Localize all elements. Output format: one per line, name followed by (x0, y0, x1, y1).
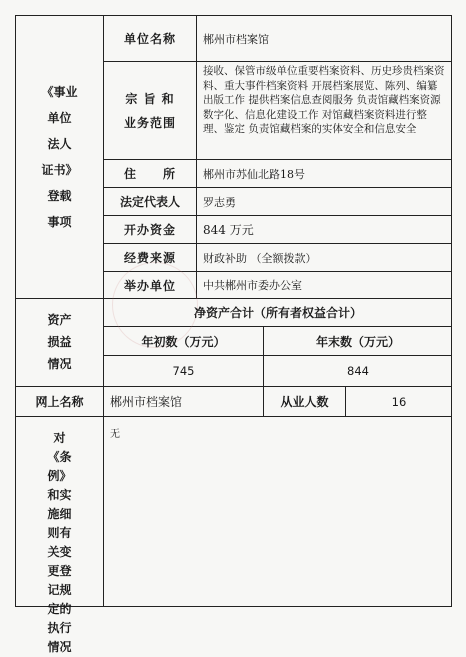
capital-value: 844 万元 (203, 223, 254, 237)
funding-value: 财政补助 （全额拨款） (203, 251, 317, 265)
end-year-header: 年末数（万元） (315, 334, 400, 349)
purpose-label-line2: 业务范围 (123, 115, 176, 130)
unit-name-label: 单位名称 (123, 32, 176, 46)
sponsor-value: 中共郴州市委办公室 (203, 279, 302, 292)
purpose-value: 接收、保管市级单位重要档案资料、历史珍贵档案资料、重大事件档案资料 开展档案展览、陈列、编纂出版工作 提供档案信息查阅服务 负责馆藏档案资源数字化、信息化建设工作 对馆藏档案资料进行整理、鉴定 负责馆藏档案的实体安全和信息安全 (203, 65, 445, 135)
regulation-label: 对《条例》和实施细则有关变更登记规定的执行情况 (47, 431, 72, 654)
unit-name-value: 郴州市档案馆 (203, 32, 269, 46)
sponsor-label: 举办单位 (123, 278, 176, 293)
capital-label: 开办资金 (123, 223, 176, 237)
purpose-label-line1: 宗 旨 和 (125, 91, 175, 106)
regulation-value: 无 (110, 429, 120, 440)
net-assets-header: 净资产合计（所有者权益合计） (193, 306, 362, 320)
funding-label: 经费来源 (123, 251, 176, 265)
certificate-section-title: 《事业 单位 法人 证书》 登载 事项 (41, 85, 78, 229)
staff-count-value: 16 (391, 394, 407, 409)
legal-rep-value: 罗志勇 (203, 195, 236, 209)
address-value: 郴州市苏仙北路18号 (203, 167, 305, 181)
legal-rep-label: 法定代表人 (119, 195, 180, 209)
assets-section-label: 资产 损益 情况 (47, 313, 72, 371)
staff-count-label: 从业人数 (280, 395, 329, 409)
purpose-label (104, 62, 196, 159)
begin-year-header: 年初数（万元） (141, 334, 226, 349)
end-year-value: 844 (347, 364, 369, 378)
address-label: 住 所 (123, 167, 176, 181)
online-name-label: 网上名称 (35, 395, 84, 409)
online-name-value: 郴州市档案馆 (110, 395, 183, 409)
begin-year-value: 745 (172, 364, 195, 378)
